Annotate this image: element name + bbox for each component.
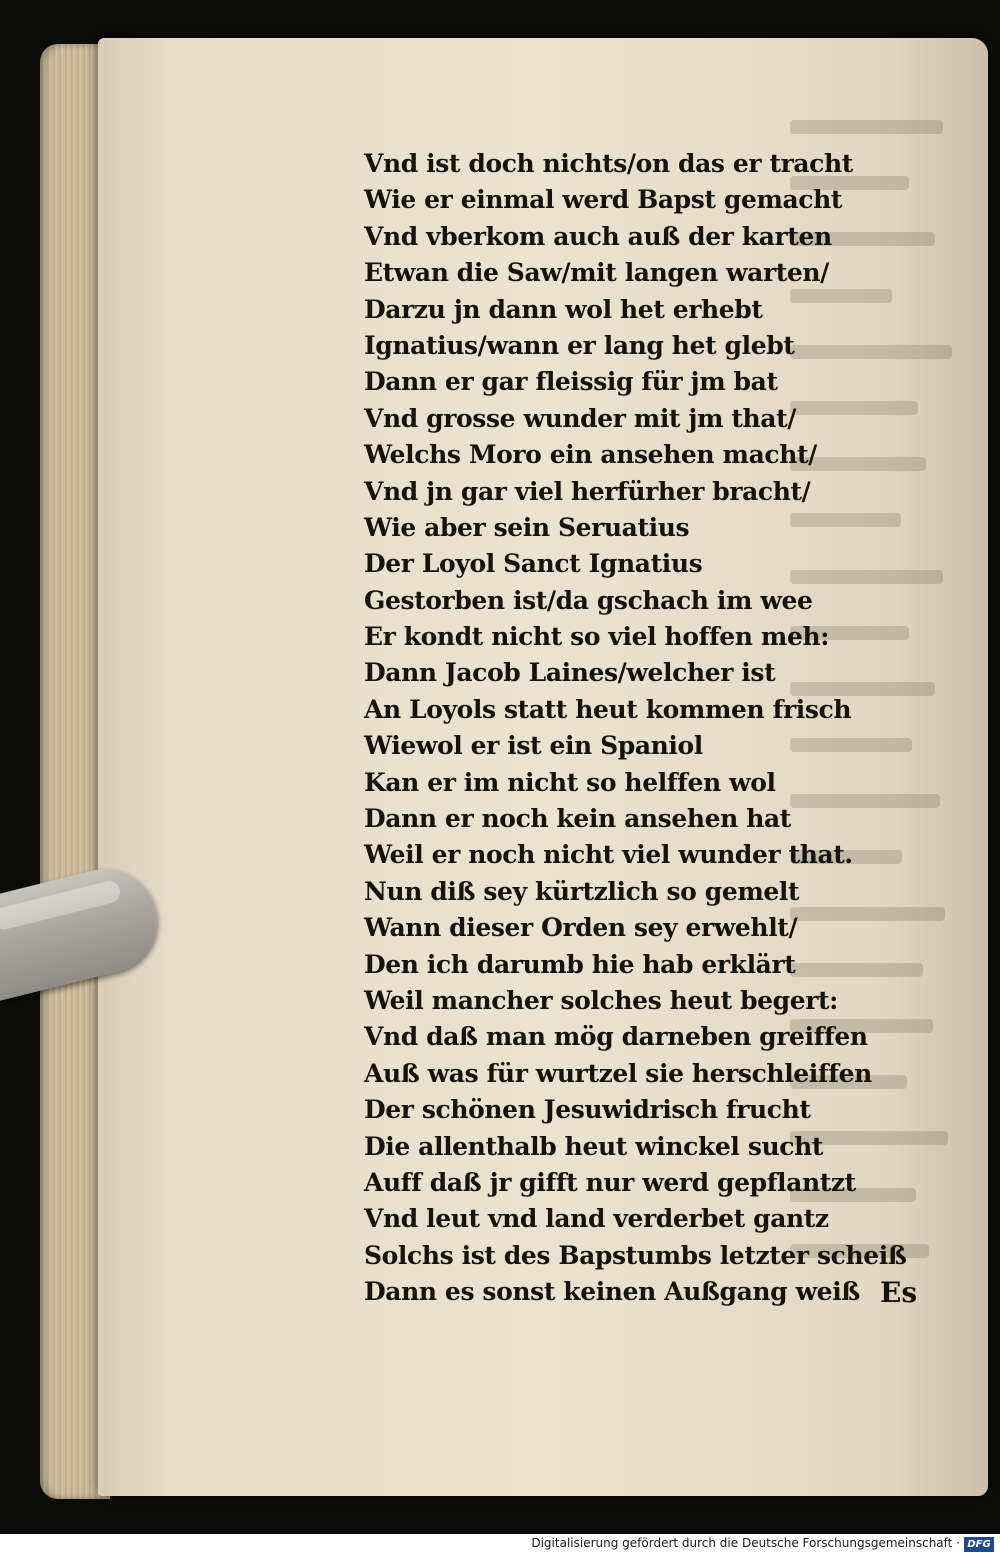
text-line: Der schönen Jesuwidrisch frucht: [364, 1095, 811, 1125]
text-line: Gestorben ist/da gschach im wee: [364, 585, 813, 615]
text-line: Die allenthalb heut winckel sucht: [364, 1131, 824, 1161]
text-line: Dann er noch kein ansehen hat: [364, 804, 791, 834]
text-line: Auß was für wurtzel sie herschleiffen: [364, 1058, 872, 1088]
text-line: Vnd ist doch nichts/on das er tracht: [364, 149, 853, 178]
text-line: Weil mancher solches heut begert:: [364, 985, 839, 1015]
text-line: Vnd leut vnd land verderbet gantz: [364, 1204, 829, 1234]
text-line: Den ich darumb hie hab erklärt: [364, 949, 796, 979]
text-line: Dann er gar fleissig für jm bat: [364, 367, 778, 397]
text-line: Darzu jn dann wol het erhebt: [364, 294, 763, 324]
footer-bar: [0, 1534, 1000, 1556]
text-line: Vnd jn gar viel herfürher bracht/: [364, 476, 811, 506]
text-line: Wann dieser Orden sey erwehlt/: [364, 913, 798, 943]
text-line: Dann es sonst keinen Außgang weiß: [364, 1277, 860, 1307]
text-line: Solchs ist des Bapstumbs letzter scheiß: [364, 1240, 907, 1270]
text-line: Wie aber sein Seruatius: [364, 512, 690, 542]
text-line: Auff daß jr gifft nur werd gepflantzt: [364, 1167, 856, 1197]
text-line: Dann Jacob Laines/welcher ist: [364, 658, 776, 688]
text-line: Weil er noch nicht viel wunder that.: [364, 840, 853, 870]
text-line: Ignatius/wann er lang het glebt: [364, 330, 795, 360]
text-line: Nun diß sey kürtzlich so gemelt: [364, 876, 800, 906]
text-line: Etwan die Saw/mit langen warten/: [364, 258, 829, 288]
text-line: Vnd vberkom auch auß der karten: [364, 221, 832, 251]
dfg-logo: DFG: [964, 1537, 994, 1552]
footer-credit: Digitalisierung gefördert durch die Deutsche Forschungsgemeinschaft ·: [531, 1536, 960, 1550]
text-line: Wiewol er ist ein Spaniol: [364, 731, 703, 761]
text-line: Er kondt nicht so viel hoffen meh:: [364, 622, 830, 652]
text-line: Wie er einmal werd Bapst gemacht: [364, 185, 843, 215]
text-line: Der Loyol Sanct Ignatius: [364, 549, 703, 579]
text-line: Welchs Moro ein ansehen macht/: [364, 440, 817, 470]
text-line: Vnd daß man mög darneben greiffen: [364, 1022, 868, 1052]
text-line: An Loyols statt heut kommen frisch: [364, 694, 852, 724]
poem-text: [364, 146, 907, 1311]
text-line: Kan er im nicht so helffen wol: [364, 767, 776, 797]
text-line: Vnd grosse wunder mit jm that/: [364, 403, 796, 433]
catchword: Es: [880, 1276, 918, 1309]
